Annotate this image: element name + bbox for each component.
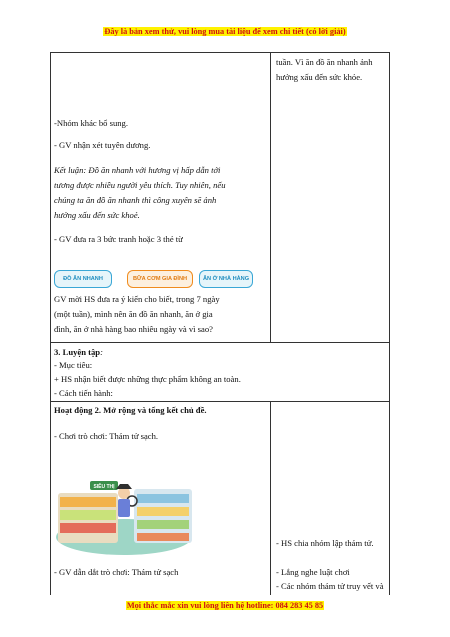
table-left-border bbox=[50, 52, 51, 595]
right-text-line: hưởng xấu đến sức khỏe. bbox=[276, 72, 363, 82]
teacher-leads-game: - GV dẫn dắt trò chơi: Thám tử sạch bbox=[54, 567, 179, 577]
column-divider-upper bbox=[270, 52, 271, 342]
activity-2-title: Hoạt động 2. Mở rộng và tổng kết chủ đề. bbox=[54, 405, 207, 415]
hotline-text: Mọi thắc mắc xin vui lòng liên hệ hotline: 084 283 45 85 bbox=[126, 601, 324, 610]
conclusion-line: hưởng xấu đến sức khoẻ. bbox=[54, 210, 140, 220]
question-line: (một tuần), mình nên ăn đồ ăn nhanh, ăn ở gia bbox=[54, 309, 213, 319]
table-top-border bbox=[50, 52, 390, 53]
teacher-shows-cards: - GV đưa ra 3 bức tranh hoặc 3 thẻ từ bbox=[54, 234, 183, 244]
conclusion-line: tương được nhiều người yêu thích. Tuy nhiên, nếu bbox=[54, 180, 226, 190]
question-line: đình, ăn ở nhà hàng bao nhiêu ngày và vì sao? bbox=[54, 324, 213, 334]
right-step: - HS chia nhóm lập thám tử. bbox=[276, 538, 374, 548]
section-divider-top bbox=[50, 342, 390, 343]
conclusion-line: Kết luận: Đồ ăn nhanh với hương vị hấp dẫn tới bbox=[54, 165, 221, 175]
right-step: - Lắng nghe luật chơi bbox=[276, 567, 350, 577]
right-text-line: tuần. Vì ăn đồ ăn nhanh ảnh bbox=[276, 57, 373, 67]
column-divider-lower bbox=[270, 401, 271, 595]
card-family-meal: BỮA CƠM GIA ĐÌNH bbox=[127, 270, 193, 288]
section-3-title-colon: : bbox=[100, 347, 103, 357]
objective-label: - Mục tiêu: bbox=[54, 360, 93, 370]
section-3-title-text: 3. Luyện tập bbox=[54, 347, 101, 357]
supermarket-detective-illustration bbox=[54, 479, 195, 556]
table-right-border bbox=[389, 52, 390, 595]
teacher-praise-note: - GV nhận xét tuyên dương. bbox=[54, 140, 151, 150]
game-intro: - Chơi trò chơi: Thám tử sạch. bbox=[54, 431, 159, 441]
objective-item: + HS nhận biết được những thực phẩm không an toàn. bbox=[54, 374, 241, 384]
preview-notice-banner bbox=[0, 27, 450, 36]
hotline-banner bbox=[0, 601, 450, 610]
conclusion-line: chúng ta ăn đồ ăn nhanh thì công xuyên sẽ ảnh bbox=[54, 195, 217, 205]
question-line: GV mời HS đưa ra ý kiến cho biết, trong 7 ngày bbox=[54, 294, 220, 304]
other-group-note: -Nhóm khác bổ sung. bbox=[54, 118, 128, 128]
supermarket-sign: SIÊU THỊ bbox=[93, 484, 115, 490]
card-fast-food: ĐỒ ĂN NHANH bbox=[54, 270, 112, 288]
preview-notice-text: Đây là bản xem thử, vui lòng mua tài liệu để xem chi tiết (có lời giải) bbox=[104, 27, 346, 36]
section-divider-bottom bbox=[50, 401, 390, 402]
right-step: - Các nhóm thám tử truy vết và bbox=[276, 581, 384, 591]
card-restaurant: ĂN Ở NHÀ HÀNG bbox=[199, 270, 253, 288]
procedure-label: - Cách tiến hành: bbox=[54, 388, 113, 398]
